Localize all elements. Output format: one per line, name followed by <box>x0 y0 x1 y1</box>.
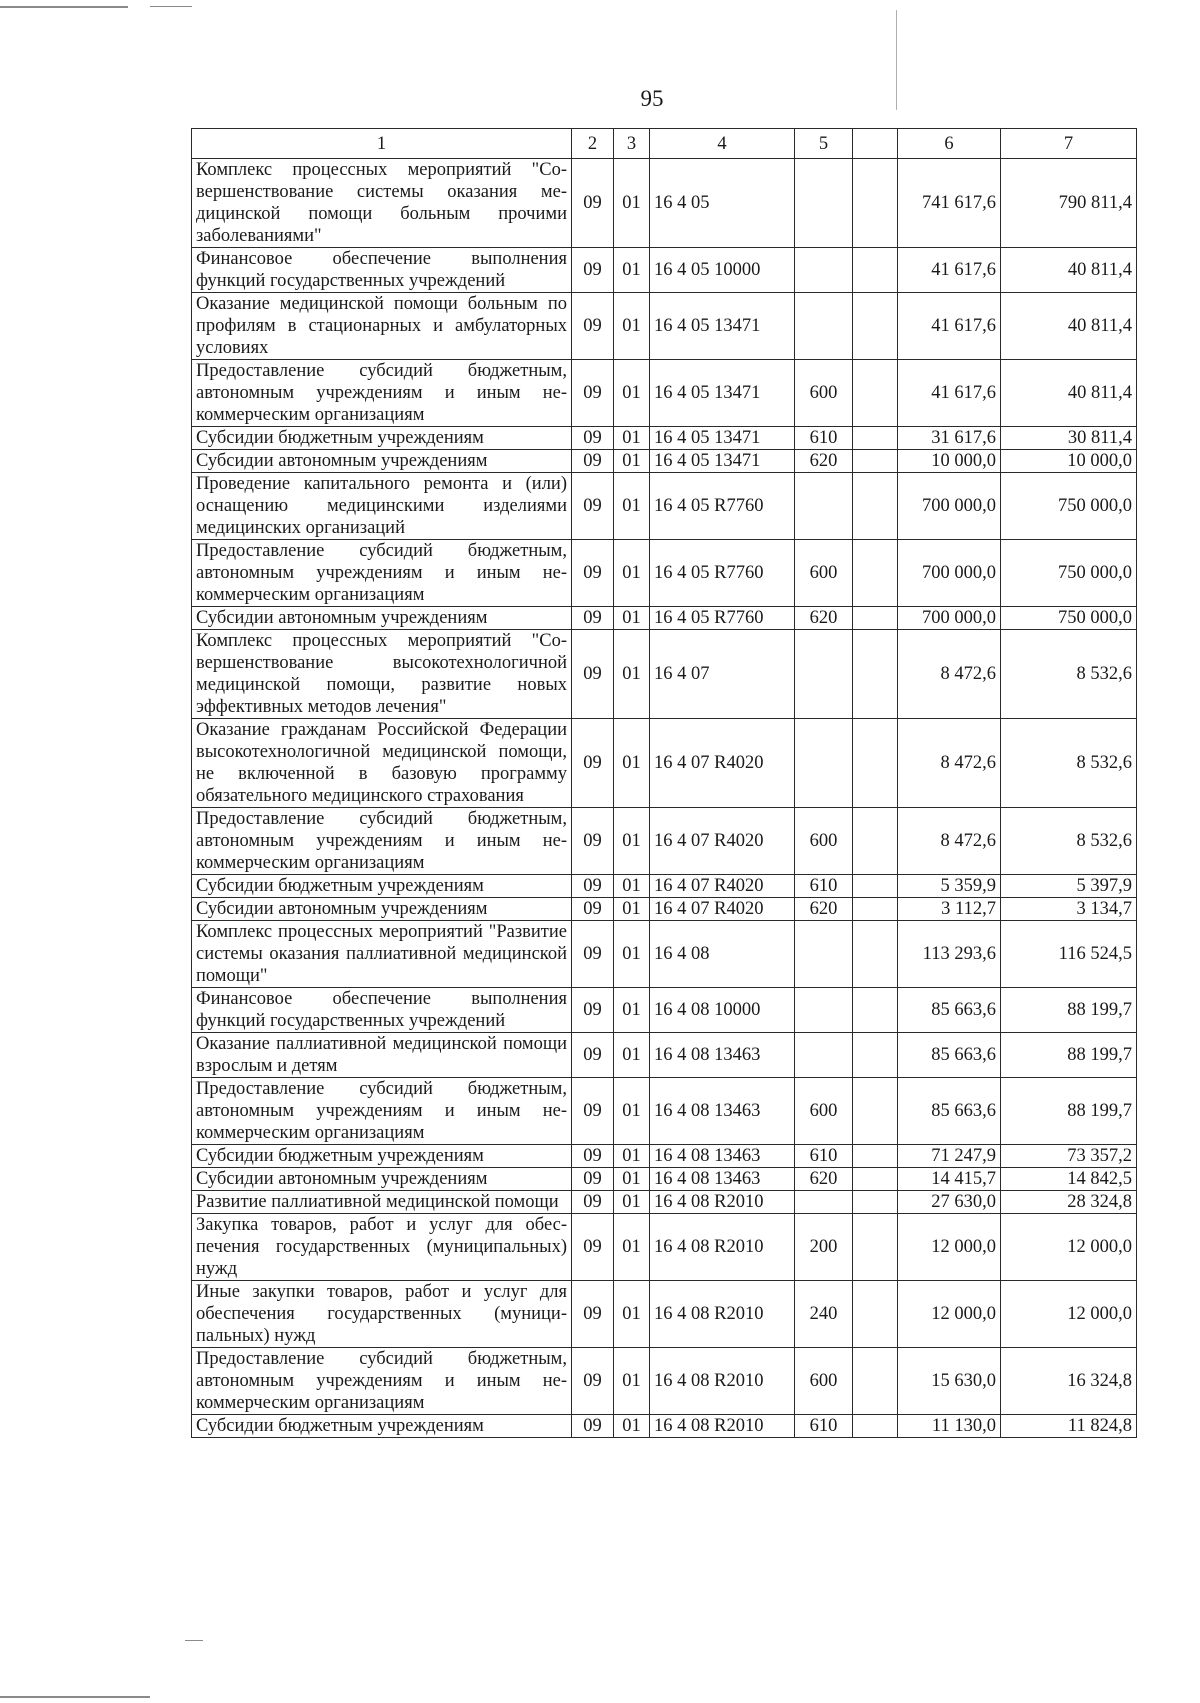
table-row <box>192 1078 1137 1145</box>
header-col-2: 2 <box>572 129 614 159</box>
row-subsection: 01 <box>614 159 650 248</box>
row-target-code: 16 4 05 10000 <box>650 248 795 293</box>
row-blank-cell <box>853 1415 898 1438</box>
row-expense-type <box>795 248 853 293</box>
row-target-code: 16 4 08 R2010 <box>650 1214 795 1281</box>
row-name: Субсидии автономным учреждениям <box>192 450 572 473</box>
row-amount-col7: 73 357,2 <box>1001 1145 1137 1168</box>
row-subsection: 01 <box>614 473 650 540</box>
row-subsection: 01 <box>614 630 650 719</box>
row-target-code: 16 4 05 R7760 <box>650 607 795 630</box>
row-name: Финансовое обеспечение выполнения функций государственных учреждений <box>192 248 572 293</box>
table-row <box>192 719 1137 808</box>
row-amount-col6: 14 415,7 <box>898 1168 1001 1191</box>
row-name: Субсидии бюджетным учреждениям <box>192 875 572 898</box>
budget-table <box>191 128 1137 1438</box>
row-amount-col7: 40 811,4 <box>1001 293 1137 360</box>
row-amount-col7: 8 532,6 <box>1001 719 1137 808</box>
row-target-code: 16 4 07 <box>650 630 795 719</box>
row-amount-col7: 14 842,5 <box>1001 1168 1137 1191</box>
row-expense-type <box>795 630 853 719</box>
row-name: Предоставление субсидий бюджетным, автономным учреждениям и иным некоммерческим организациям <box>192 360 572 427</box>
table-row <box>192 427 1137 450</box>
row-expense-type <box>795 159 853 248</box>
row-section: 09 <box>572 540 614 607</box>
row-amount-col7: 750 000,0 <box>1001 540 1137 607</box>
table-row <box>192 1145 1137 1168</box>
row-name: Предоставление субсидий бюджетным, автономным учреждениям и иным некоммерческим организациям <box>192 1078 572 1145</box>
row-blank-cell <box>853 1078 898 1145</box>
row-amount-col7: 40 811,4 <box>1001 248 1137 293</box>
header-col-6: 6 <box>898 129 1001 159</box>
page-number: 95 <box>640 86 664 111</box>
row-blank-cell <box>853 1145 898 1168</box>
row-section: 09 <box>572 473 614 540</box>
row-amount-col6: 85 663,6 <box>898 1033 1001 1078</box>
row-section: 09 <box>572 1281 614 1348</box>
row-section: 09 <box>572 1214 614 1281</box>
table-row <box>192 1033 1137 1078</box>
table-body <box>192 159 1137 1438</box>
row-name: Оказание гражданам Российской Федерации высокотехнологичной медицинской помощи, не включенной в базовую программу обязательного медицинского страхования <box>192 719 572 808</box>
row-subsection: 01 <box>614 427 650 450</box>
row-blank-cell <box>853 540 898 607</box>
row-expense-type: 610 <box>795 427 853 450</box>
row-amount-col6: 700 000,0 <box>898 540 1001 607</box>
row-amount-col6: 85 663,6 <box>898 988 1001 1033</box>
row-blank-cell <box>853 875 898 898</box>
row-expense-type <box>795 921 853 988</box>
row-amount-col7: 16 324,8 <box>1001 1348 1137 1415</box>
row-expense-type: 200 <box>795 1214 853 1281</box>
table-row <box>192 1281 1137 1348</box>
row-section: 09 <box>572 719 614 808</box>
row-subsection: 01 <box>614 719 650 808</box>
table-row <box>192 248 1137 293</box>
row-name: Финансовое обеспечение выполнения функций государственных учреждений <box>192 988 572 1033</box>
row-section: 09 <box>572 875 614 898</box>
row-subsection: 01 <box>614 1033 650 1078</box>
row-amount-col6: 11 130,0 <box>898 1415 1001 1438</box>
row-name: Комплекс процессных мероприятий "Развитие системы оказания паллиативной медицинской помощи" <box>192 921 572 988</box>
row-blank-cell <box>853 1214 898 1281</box>
row-name: Субсидии бюджетным учреждениям <box>192 1415 572 1438</box>
row-amount-col6: 8 472,6 <box>898 630 1001 719</box>
scan-artifact-bottom-dash <box>185 1640 203 1641</box>
row-name: Субсидии автономным учреждениям <box>192 607 572 630</box>
table-header-row <box>192 129 1137 159</box>
header-col-1: 1 <box>192 129 572 159</box>
row-expense-type <box>795 988 853 1033</box>
scan-artifact-bottom-left <box>0 1696 150 1698</box>
row-name: Комплекс процессных мероприятий "Совершенствование системы оказания медицинской помощи больным прочими заболеваниями" <box>192 159 572 248</box>
row-expense-type: 240 <box>795 1281 853 1348</box>
row-target-code: 16 4 07 R4020 <box>650 808 795 875</box>
row-section: 09 <box>572 921 614 988</box>
row-section: 09 <box>572 1191 614 1214</box>
row-subsection: 01 <box>614 1214 650 1281</box>
row-amount-col6: 3 112,7 <box>898 898 1001 921</box>
row-subsection: 01 <box>614 1281 650 1348</box>
row-amount-col6: 113 293,6 <box>898 921 1001 988</box>
table-row <box>192 988 1137 1033</box>
table-row <box>192 1191 1137 1214</box>
table-row <box>192 473 1137 540</box>
row-blank-cell <box>853 248 898 293</box>
row-blank-cell <box>853 808 898 875</box>
row-subsection: 01 <box>614 921 650 988</box>
table-row <box>192 921 1137 988</box>
row-section: 09 <box>572 248 614 293</box>
row-blank-cell <box>853 473 898 540</box>
row-expense-type: 610 <box>795 1145 853 1168</box>
row-amount-col7: 116 524,5 <box>1001 921 1137 988</box>
row-target-code: 16 4 08 13463 <box>650 1145 795 1168</box>
row-subsection: 01 <box>614 898 650 921</box>
header-col-3: 3 <box>614 129 650 159</box>
row-subsection: 01 <box>614 1348 650 1415</box>
row-expense-type <box>795 293 853 360</box>
row-subsection: 01 <box>614 875 650 898</box>
header-col-blank <box>853 129 898 159</box>
row-blank-cell <box>853 630 898 719</box>
row-expense-type <box>795 719 853 808</box>
row-blank-cell <box>853 719 898 808</box>
header-col-4: 4 <box>650 129 795 159</box>
table-row <box>192 607 1137 630</box>
row-target-code: 16 4 08 10000 <box>650 988 795 1033</box>
row-blank-cell <box>853 1348 898 1415</box>
row-target-code: 16 4 07 R4020 <box>650 875 795 898</box>
table-row <box>192 898 1137 921</box>
row-subsection: 01 <box>614 360 650 427</box>
row-amount-col7: 8 532,6 <box>1001 630 1137 719</box>
row-target-code: 16 4 07 R4020 <box>650 719 795 808</box>
table-row <box>192 540 1137 607</box>
row-name: Субсидии автономным учреждениям <box>192 898 572 921</box>
table-row <box>192 1168 1137 1191</box>
row-expense-type <box>795 1033 853 1078</box>
row-name: Субсидии бюджетным учреждениям <box>192 427 572 450</box>
row-amount-col7: 40 811,4 <box>1001 360 1137 427</box>
row-amount-col6: 12 000,0 <box>898 1281 1001 1348</box>
row-blank-cell <box>853 898 898 921</box>
row-amount-col7: 11 824,8 <box>1001 1415 1137 1438</box>
row-blank-cell <box>853 450 898 473</box>
row-subsection: 01 <box>614 1145 650 1168</box>
row-name: Развитие паллиативной медицинской помощи <box>192 1191 572 1214</box>
row-subsection: 01 <box>614 808 650 875</box>
row-blank-cell <box>853 1281 898 1348</box>
row-amount-col7: 5 397,9 <box>1001 875 1137 898</box>
row-expense-type: 620 <box>795 1168 853 1191</box>
row-target-code: 16 4 05 13471 <box>650 360 795 427</box>
row-name: Оказание медицинской помощи больным по профилям в стационарных и амбулаторных условиях <box>192 293 572 360</box>
row-amount-col6: 15 630,0 <box>898 1348 1001 1415</box>
row-subsection: 01 <box>614 1415 650 1438</box>
row-section: 09 <box>572 360 614 427</box>
row-section: 09 <box>572 1078 614 1145</box>
row-amount-col7: 88 199,7 <box>1001 1078 1137 1145</box>
row-amount-col7: 10 000,0 <box>1001 450 1137 473</box>
scan-artifact-top-left-2 <box>150 6 192 7</box>
row-blank-cell <box>853 1168 898 1191</box>
header-col-7: 7 <box>1001 129 1137 159</box>
row-amount-col7: 790 811,4 <box>1001 159 1137 248</box>
row-amount-col7: 28 324,8 <box>1001 1191 1137 1214</box>
row-blank-cell <box>853 1191 898 1214</box>
row-section: 09 <box>572 988 614 1033</box>
row-amount-col7: 3 134,7 <box>1001 898 1137 921</box>
row-amount-col6: 700 000,0 <box>898 607 1001 630</box>
row-name: Субсидии бюджетным учреждениям <box>192 1145 572 1168</box>
row-amount-col6: 10 000,0 <box>898 450 1001 473</box>
row-expense-type: 600 <box>795 360 853 427</box>
row-target-code: 16 4 08 R2010 <box>650 1191 795 1214</box>
row-expense-type: 610 <box>795 1415 853 1438</box>
row-section: 09 <box>572 808 614 875</box>
row-blank-cell <box>853 159 898 248</box>
table-row <box>192 159 1137 248</box>
row-amount-col7: 12 000,0 <box>1001 1281 1137 1348</box>
row-amount-col6: 41 617,6 <box>898 293 1001 360</box>
row-name: Предоставление субсидий бюджетным, автономным учреждениям и иным некоммерческим организациям <box>192 540 572 607</box>
row-subsection: 01 <box>614 1168 650 1191</box>
row-target-code: 16 4 08 R2010 <box>650 1281 795 1348</box>
row-target-code: 16 4 08 R2010 <box>650 1415 795 1438</box>
header-col-5: 5 <box>795 129 853 159</box>
row-section: 09 <box>572 898 614 921</box>
row-expense-type <box>795 1191 853 1214</box>
row-section: 09 <box>572 1033 614 1078</box>
row-section: 09 <box>572 1415 614 1438</box>
row-name: Иные закупки товаров, работ и услуг для обеспечения государственных (муниципальных) нужд <box>192 1281 572 1348</box>
row-expense-type: 610 <box>795 875 853 898</box>
table-row <box>192 630 1137 719</box>
row-blank-cell <box>853 1033 898 1078</box>
row-section: 09 <box>572 1168 614 1191</box>
row-subsection: 01 <box>614 450 650 473</box>
row-expense-type: 620 <box>795 450 853 473</box>
row-subsection: 01 <box>614 1191 650 1214</box>
row-target-code: 16 4 08 <box>650 921 795 988</box>
row-subsection: 01 <box>614 988 650 1033</box>
row-section: 09 <box>572 293 614 360</box>
row-amount-col6: 27 630,0 <box>898 1191 1001 1214</box>
row-name: Предоставление субсидий бюджетным, автономным учреждениям и иным некоммерческим организациям <box>192 1348 572 1415</box>
scan-artifact-top-left <box>0 6 128 8</box>
row-amount-col7: 30 811,4 <box>1001 427 1137 450</box>
table-row <box>192 1214 1137 1281</box>
row-target-code: 16 4 05 13471 <box>650 450 795 473</box>
row-amount-col6: 8 472,6 <box>898 719 1001 808</box>
row-amount-col6: 741 617,6 <box>898 159 1001 248</box>
row-target-code: 16 4 05 <box>650 159 795 248</box>
row-target-code: 16 4 07 R4020 <box>650 898 795 921</box>
row-section: 09 <box>572 607 614 630</box>
row-blank-cell <box>853 293 898 360</box>
row-section: 09 <box>572 159 614 248</box>
row-target-code: 16 4 05 R7760 <box>650 473 795 540</box>
row-blank-cell <box>853 360 898 427</box>
row-section: 09 <box>572 1348 614 1415</box>
row-expense-type: 620 <box>795 898 853 921</box>
row-expense-type: 600 <box>795 1348 853 1415</box>
row-amount-col7: 750 000,0 <box>1001 607 1137 630</box>
row-target-code: 16 4 05 R7760 <box>650 540 795 607</box>
row-section: 09 <box>572 427 614 450</box>
row-amount-col7: 8 532,6 <box>1001 808 1137 875</box>
row-name: Субсидии автономным учреждениям <box>192 1168 572 1191</box>
row-blank-cell <box>853 921 898 988</box>
row-name: Закупка товаров, работ и услуг для обеспечения государственных (муниципальных) нужд <box>192 1214 572 1281</box>
row-target-code: 16 4 08 13463 <box>650 1078 795 1145</box>
row-amount-col6: 12 000,0 <box>898 1214 1001 1281</box>
table-row <box>192 293 1137 360</box>
row-subsection: 01 <box>614 248 650 293</box>
row-amount-col7: 88 199,7 <box>1001 1033 1137 1078</box>
row-expense-type: 600 <box>795 808 853 875</box>
row-name: Проведение капитального ремонта и (или) оснащению медицинскими изделиями медицинских организаций <box>192 473 572 540</box>
row-section: 09 <box>572 1145 614 1168</box>
row-amount-col6: 71 247,9 <box>898 1145 1001 1168</box>
row-amount-col6: 5 359,9 <box>898 875 1001 898</box>
row-subsection: 01 <box>614 607 650 630</box>
row-target-code: 16 4 05 13471 <box>650 293 795 360</box>
row-target-code: 16 4 05 13471 <box>650 427 795 450</box>
row-expense-type: 600 <box>795 1078 853 1145</box>
row-name: Оказание паллиативной медицинской помощи взрослым и детям <box>192 1033 572 1078</box>
row-blank-cell <box>853 427 898 450</box>
row-blank-cell <box>853 988 898 1033</box>
table-row <box>192 808 1137 875</box>
row-amount-col6: 700 000,0 <box>898 473 1001 540</box>
row-amount-col7: 88 199,7 <box>1001 988 1137 1033</box>
row-name: Комплекс процессных мероприятий "Совершенствование высокотехнологичной медицинской помощи, развитие новых эффективных методов лечения" <box>192 630 572 719</box>
row-amount-col6: 31 617,6 <box>898 427 1001 450</box>
row-expense-type: 620 <box>795 607 853 630</box>
row-amount-col7: 12 000,0 <box>1001 1214 1137 1281</box>
row-section: 09 <box>572 630 614 719</box>
row-target-code: 16 4 08 R2010 <box>650 1348 795 1415</box>
row-subsection: 01 <box>614 540 650 607</box>
row-expense-type: 600 <box>795 540 853 607</box>
table-row <box>192 1415 1137 1438</box>
row-subsection: 01 <box>614 293 650 360</box>
table-row <box>192 875 1137 898</box>
row-amount-col6: 41 617,6 <box>898 360 1001 427</box>
row-target-code: 16 4 08 13463 <box>650 1033 795 1078</box>
row-amount-col7: 750 000,0 <box>1001 473 1137 540</box>
table-row <box>192 360 1137 427</box>
table-row <box>192 450 1137 473</box>
row-expense-type <box>795 473 853 540</box>
row-target-code: 16 4 08 13463 <box>650 1168 795 1191</box>
row-section: 09 <box>572 450 614 473</box>
row-name: Предоставление субсидий бюджетным, автономным учреждениям и иным некоммерческим организациям <box>192 808 572 875</box>
row-amount-col6: 8 472,6 <box>898 808 1001 875</box>
table-row <box>192 1348 1137 1415</box>
row-amount-col6: 85 663,6 <box>898 1078 1001 1145</box>
row-subsection: 01 <box>614 1078 650 1145</box>
row-amount-col6: 41 617,6 <box>898 248 1001 293</box>
row-blank-cell <box>853 607 898 630</box>
